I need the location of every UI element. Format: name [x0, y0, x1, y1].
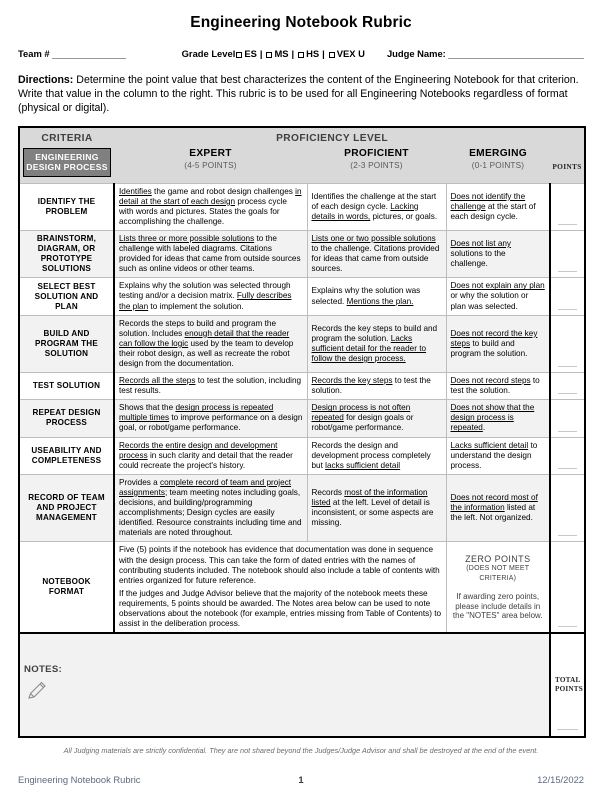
grade-option-es: ES	[244, 48, 257, 59]
criterion-label: BUILD AND PROGRAM THE SOLUTION	[19, 315, 114, 372]
level-proficient	[307, 147, 446, 184]
level-emerging-name: EMERGING	[469, 147, 527, 159]
cell-proficient: Explains why the solution was selected. Mentions the plan.	[307, 278, 446, 315]
footer-date: 12/15/2022	[537, 774, 584, 785]
cell-expert: Records the entire design and development process in such clarity and detail that the reader could recreate the project's history.	[114, 437, 307, 474]
header-band-row	[19, 127, 585, 147]
cell-emerging: Does not record most of the information listed at the left. Not organized.	[446, 474, 550, 542]
grade-separator-2: |	[291, 48, 295, 59]
points-input[interactable]	[550, 183, 585, 230]
checkbox-vexu[interactable]	[329, 52, 335, 58]
total-points-label: TOTAL POINTS	[555, 675, 583, 694]
table-row	[19, 474, 585, 542]
notebook-format-paragraph-1: Five (5) points if the notebook has evidence that documentation was done in sequence with the design process. This can take the form of dated entries with the names of contributing students included. The notebook should also include a table of contents with entries organized for future reference.	[119, 545, 440, 585]
criterion-label: REPEAT DESIGN PROCESS	[19, 400, 114, 437]
zero-points-subtitle: (DOES NOT MEET CRITERIA)	[466, 564, 530, 582]
cell-zero-points	[446, 542, 550, 633]
points-input[interactable]	[550, 542, 585, 633]
cell-emerging: Does not show that the design process is repeated.	[446, 400, 550, 437]
checkbox-hs[interactable]	[298, 52, 304, 58]
points-input[interactable]	[550, 474, 585, 542]
judge-name-input[interactable]	[448, 50, 584, 59]
points-input[interactable]	[550, 437, 585, 474]
points-input[interactable]	[550, 373, 585, 400]
criteria-group-label: ENGINEERING DESIGN PROCESS	[23, 148, 111, 177]
criterion-label: TEST SOLUTION	[19, 373, 114, 400]
cell-expert: Shows that the design process is repeated multiple times to improve performance on a design goal, or robot/game performance.	[114, 400, 307, 437]
cell-proficient: Records the key steps to test the solution.	[307, 373, 446, 400]
cell-expert: Records the steps to build and program the solution. Includes enough detail that the reader can follow the logic used by the team to develop their robot design, as well as recreate the robot design from the documentation.	[114, 315, 307, 372]
table-row	[19, 400, 585, 437]
criterion-label: SELECT BEST SOLUTION AND PLAN	[19, 278, 114, 315]
header-proficiency-level: PROFICIENCY LEVEL	[114, 127, 550, 147]
team-number-input[interactable]	[52, 50, 126, 59]
level-expert	[114, 147, 307, 184]
grade-separator-3: |	[322, 48, 325, 59]
page-title: Engineering Notebook Rubric	[190, 14, 412, 31]
cell-emerging: Does not identify the challenge at the start of each design cycle.	[446, 183, 550, 230]
level-proficient-points: (2-3 POINTS)	[350, 160, 403, 170]
cell-expert: Identifies the game and robot design challenges in detail at the start of each design process cycle with words and pictures. States the goals for accomplishing the challenge.	[114, 183, 307, 230]
level-proficient-name: PROFICIENT	[344, 147, 409, 159]
cell-emerging: Does not list any solutions to the challenge.	[446, 230, 550, 277]
points-input[interactable]	[550, 400, 585, 437]
cell-emerging: Does not record steps to test the solution.	[446, 373, 550, 400]
cell-expert: Explains why the solution was selected through testing and/or a decision matrix. Fully describes the plan to implement the solution.	[114, 278, 307, 315]
table-row	[19, 183, 585, 230]
team-number-label: Team #	[18, 48, 50, 59]
level-expert-name: EXPERT	[189, 147, 232, 159]
criterion-label: IDENTIFY THE PROBLEM	[19, 183, 114, 230]
directions-paragraph	[18, 73, 584, 116]
notes-label: NOTES:	[24, 664, 63, 676]
zero-points-body: If awarding zero points, please include details in the "NOTES" area below.	[452, 591, 543, 621]
directions-text: Determine the point value that best characterizes the content of the Engineering Notebook for that criterion. Write that value in the column to the right. This rubric is to be used for all Engineering Notebooks regardless of format (physical or digital).	[18, 74, 579, 115]
table-row-notebook-format	[19, 542, 585, 633]
header-levels-row	[19, 147, 585, 184]
cell-proficient: Lists one or two possible solutions to the challenge. Citations provided for ideas that came from outside sources.	[307, 230, 446, 277]
notes-area[interactable]	[19, 633, 550, 737]
criterion-label: NOTEBOOK FORMAT	[19, 542, 114, 633]
confidentiality-notice: All Judging materials are strictly confidential. They are not shared beyond the Judges/Judge Advisor and shall be destroyed at the end of the event.	[63, 746, 539, 756]
cell-proficient: Records the design and development process completely but lacks sufficient detail	[307, 437, 446, 474]
criteria-group-cell	[19, 147, 114, 184]
table-row	[19, 437, 585, 474]
table-row	[19, 278, 585, 315]
pencil-icon	[26, 679, 545, 706]
cell-notebook-format-description	[114, 542, 446, 633]
criterion-label: USEABILITY AND COMPLETENESS	[19, 437, 114, 474]
footer-page-number: 1	[298, 774, 304, 785]
cell-proficient: Design process is not often repeated for design goals or robot/game performance.	[307, 400, 446, 437]
page-footer	[18, 774, 584, 785]
points-input[interactable]	[550, 278, 585, 315]
points-column-header: POINTS	[550, 147, 585, 184]
grade-option-ms: MS	[274, 48, 289, 59]
criterion-label: RECORD OF TEAM AND PROJECT MANAGEMENT	[19, 474, 114, 542]
points-input[interactable]	[550, 230, 585, 277]
notebook-format-paragraph-2: If the judges and Judge Advisor believe that the majority of the notebook meets these requirements, 5 points should be awarded. The Notes area below can be used to note observations about the notebook (for example, entries missing from Table of Contents) to assist in the deliberation process.	[119, 588, 442, 629]
grade-level-label: Grade Level	[181, 48, 236, 59]
zero-points-title: ZERO POINTS	[465, 553, 531, 564]
level-emerging-points: (0-1 POINTS)	[471, 160, 525, 170]
checkbox-es[interactable]	[236, 52, 242, 58]
cell-emerging: Does not explain any plan or why the solution or plan was selected.	[446, 278, 550, 315]
cell-proficient: Records the key steps to build and program the solution. Lacks sufficient detail for the reader to follow the design process.	[307, 315, 446, 372]
cell-expert: Provides a complete record of team and project assignments; team meeting notes including goals, decisions, and building/programming accomplishments; Design cycles are easily identified. Resource constraints including time and materials are noted throughout.	[114, 474, 307, 542]
table-row	[19, 373, 585, 400]
notes-row	[19, 633, 585, 737]
total-points-input[interactable]	[550, 633, 585, 737]
judge-name-label: Judge Name:	[386, 48, 446, 59]
level-emerging	[446, 147, 550, 184]
cell-emerging: Does not record the key steps to build and program the solution.	[446, 315, 550, 372]
cell-emerging: Lacks sufficient detail to understand the design process.	[446, 437, 550, 474]
level-expert-points: (4-5 POINTS)	[184, 160, 237, 170]
rubric-table-body	[19, 183, 585, 737]
criterion-label: BRAINSTORM, DIAGRAM, OR PROTOTYPE SOLUTIONS	[19, 230, 114, 277]
header-criteria: CRITERIA	[19, 127, 114, 147]
footer-title: Engineering Notebook Rubric	[18, 774, 141, 785]
cell-proficient: Identifies the challenge at the start of each design cycle. Lacking details in words, pictures, or goals.	[307, 183, 446, 230]
grade-option-hs: HS	[306, 48, 320, 59]
checkbox-ms[interactable]	[266, 52, 272, 58]
grade-separator-1: |	[259, 48, 263, 59]
cell-expert: Lists three or more possible solutions to the challenge with labeled diagrams. Citations provided for ideas that came from outside sources such as online videos or other teams.	[114, 230, 307, 277]
rubric-table	[18, 126, 586, 739]
table-row	[19, 230, 585, 277]
table-row	[19, 315, 585, 372]
team-info-line	[18, 48, 584, 59]
cell-proficient: Records most of the information listed at the left. Level of detail is inconsistent, or some aspects are missing.	[307, 474, 446, 542]
cell-expert: Records all the steps to test the solution, including test results.	[114, 373, 307, 400]
header-band-points-spacer	[550, 127, 585, 147]
grade-option-vexu: VEX U	[336, 48, 365, 59]
points-input[interactable]	[550, 315, 585, 372]
rubric-table-head	[19, 127, 585, 184]
directions-label: Directions:	[18, 74, 74, 86]
